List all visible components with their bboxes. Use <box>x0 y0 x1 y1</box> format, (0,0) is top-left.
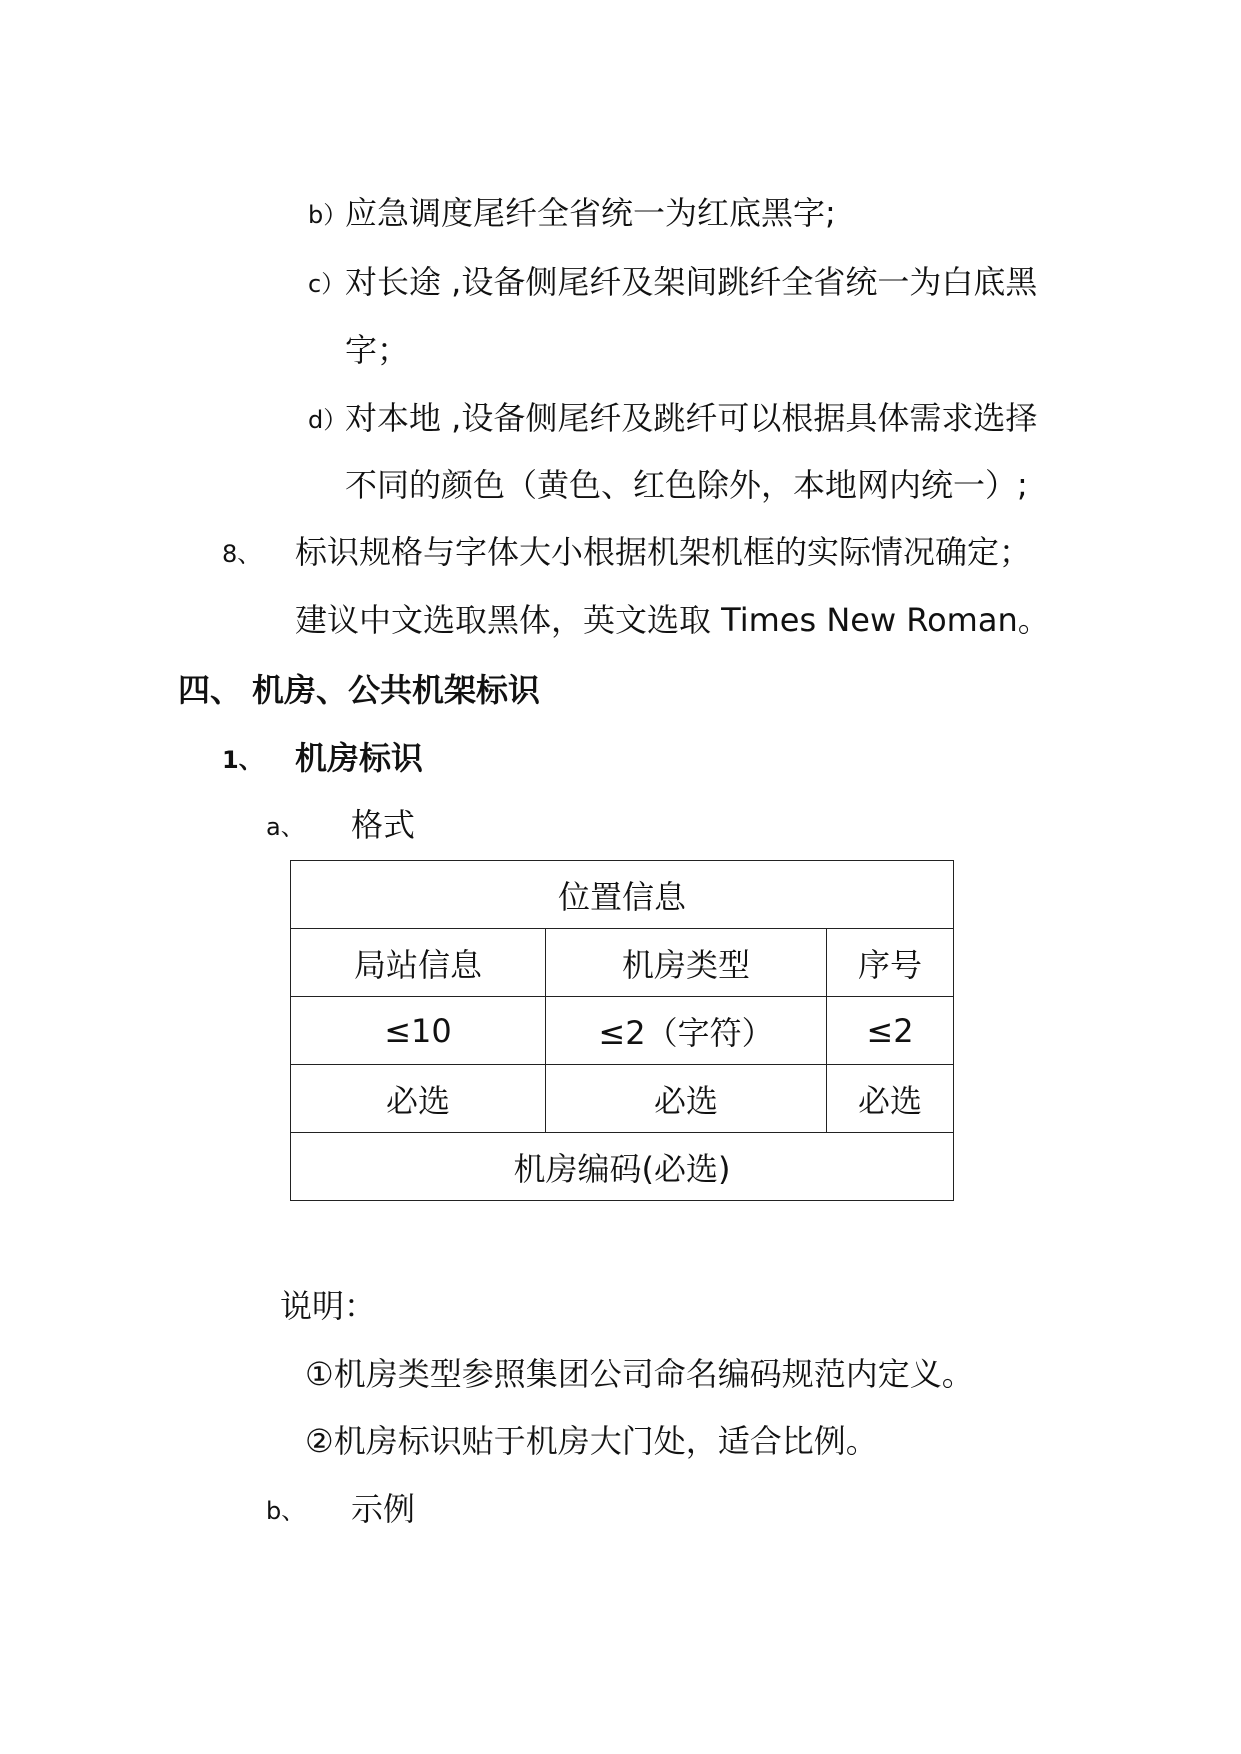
section-4-title: 机房、公共机架标识 <box>252 671 541 709</box>
table-cell: ≤2 <box>827 997 954 1065</box>
subsection-a-title: 格式 <box>351 806 416 844</box>
note-item-2: ②机房标识贴于机房大门处，适合比例。 <box>305 1422 878 1460</box>
table-row <box>291 1133 954 1201</box>
table-row <box>291 1065 954 1133</box>
list-marker-c: c） <box>308 270 346 298</box>
room-code-format-table <box>290 860 954 1201</box>
table-row <box>291 929 954 997</box>
column-serial-number: 序号 <box>827 929 954 997</box>
list-item-b-text: 应急调度尾纤全省统一为红底黑字; <box>345 194 836 232</box>
item-8-text: 标识规格与字体大小根据机架机框的实际情况确定； <box>295 533 1032 571</box>
table-cell: 必选 <box>546 1065 827 1133</box>
table-cell: 必选 <box>827 1065 954 1133</box>
subsection-b-title: 示例 <box>351 1490 416 1528</box>
table-row <box>291 997 954 1065</box>
subsection-b-marker: b、 <box>266 1497 306 1525</box>
subsection-1-marker: 1、 <box>222 746 263 774</box>
table-cell: ≤10 <box>291 997 546 1065</box>
table-header-cell: 位置信息 <box>291 861 954 929</box>
item-8-continuation: 建议中文选取黑体，英文选取 Times New Roman。 <box>295 601 1050 639</box>
note-item-1: ①机房类型参照集团公司命名编码规范内定义。 <box>305 1355 974 1393</box>
item-8-marker: 8、 <box>222 540 262 568</box>
section-4-marker: 四、 <box>178 671 243 709</box>
subsection-1-title: 机房标识 <box>295 739 424 777</box>
list-item-d-continuation: 不同的颜色（黄色、红色除外，本地网内统一）; <box>345 466 1028 504</box>
list-item-c-continuation: 字； <box>345 331 410 369</box>
list-marker-d: d） <box>308 406 348 434</box>
notes-heading: 说明： <box>280 1287 377 1325</box>
list-marker-b: b） <box>308 201 348 229</box>
column-station-info: 局站信息 <box>291 929 546 997</box>
table-cell: 必选 <box>291 1065 546 1133</box>
table-footer-cell: 机房编码(必选) <box>291 1133 954 1201</box>
table-cell: ≤2（字符） <box>546 997 827 1065</box>
list-item-c-text: 对长途 ,设备侧尾纤及架间跳纤全省统一为白底黑 <box>345 263 1038 301</box>
list-item-d-text: 对本地 ,设备侧尾纤及跳纤可以根据具体需求选择 <box>345 399 1038 437</box>
column-room-type: 机房类型 <box>546 929 827 997</box>
subsection-a-marker: a、 <box>266 813 305 841</box>
table-row <box>291 861 954 929</box>
